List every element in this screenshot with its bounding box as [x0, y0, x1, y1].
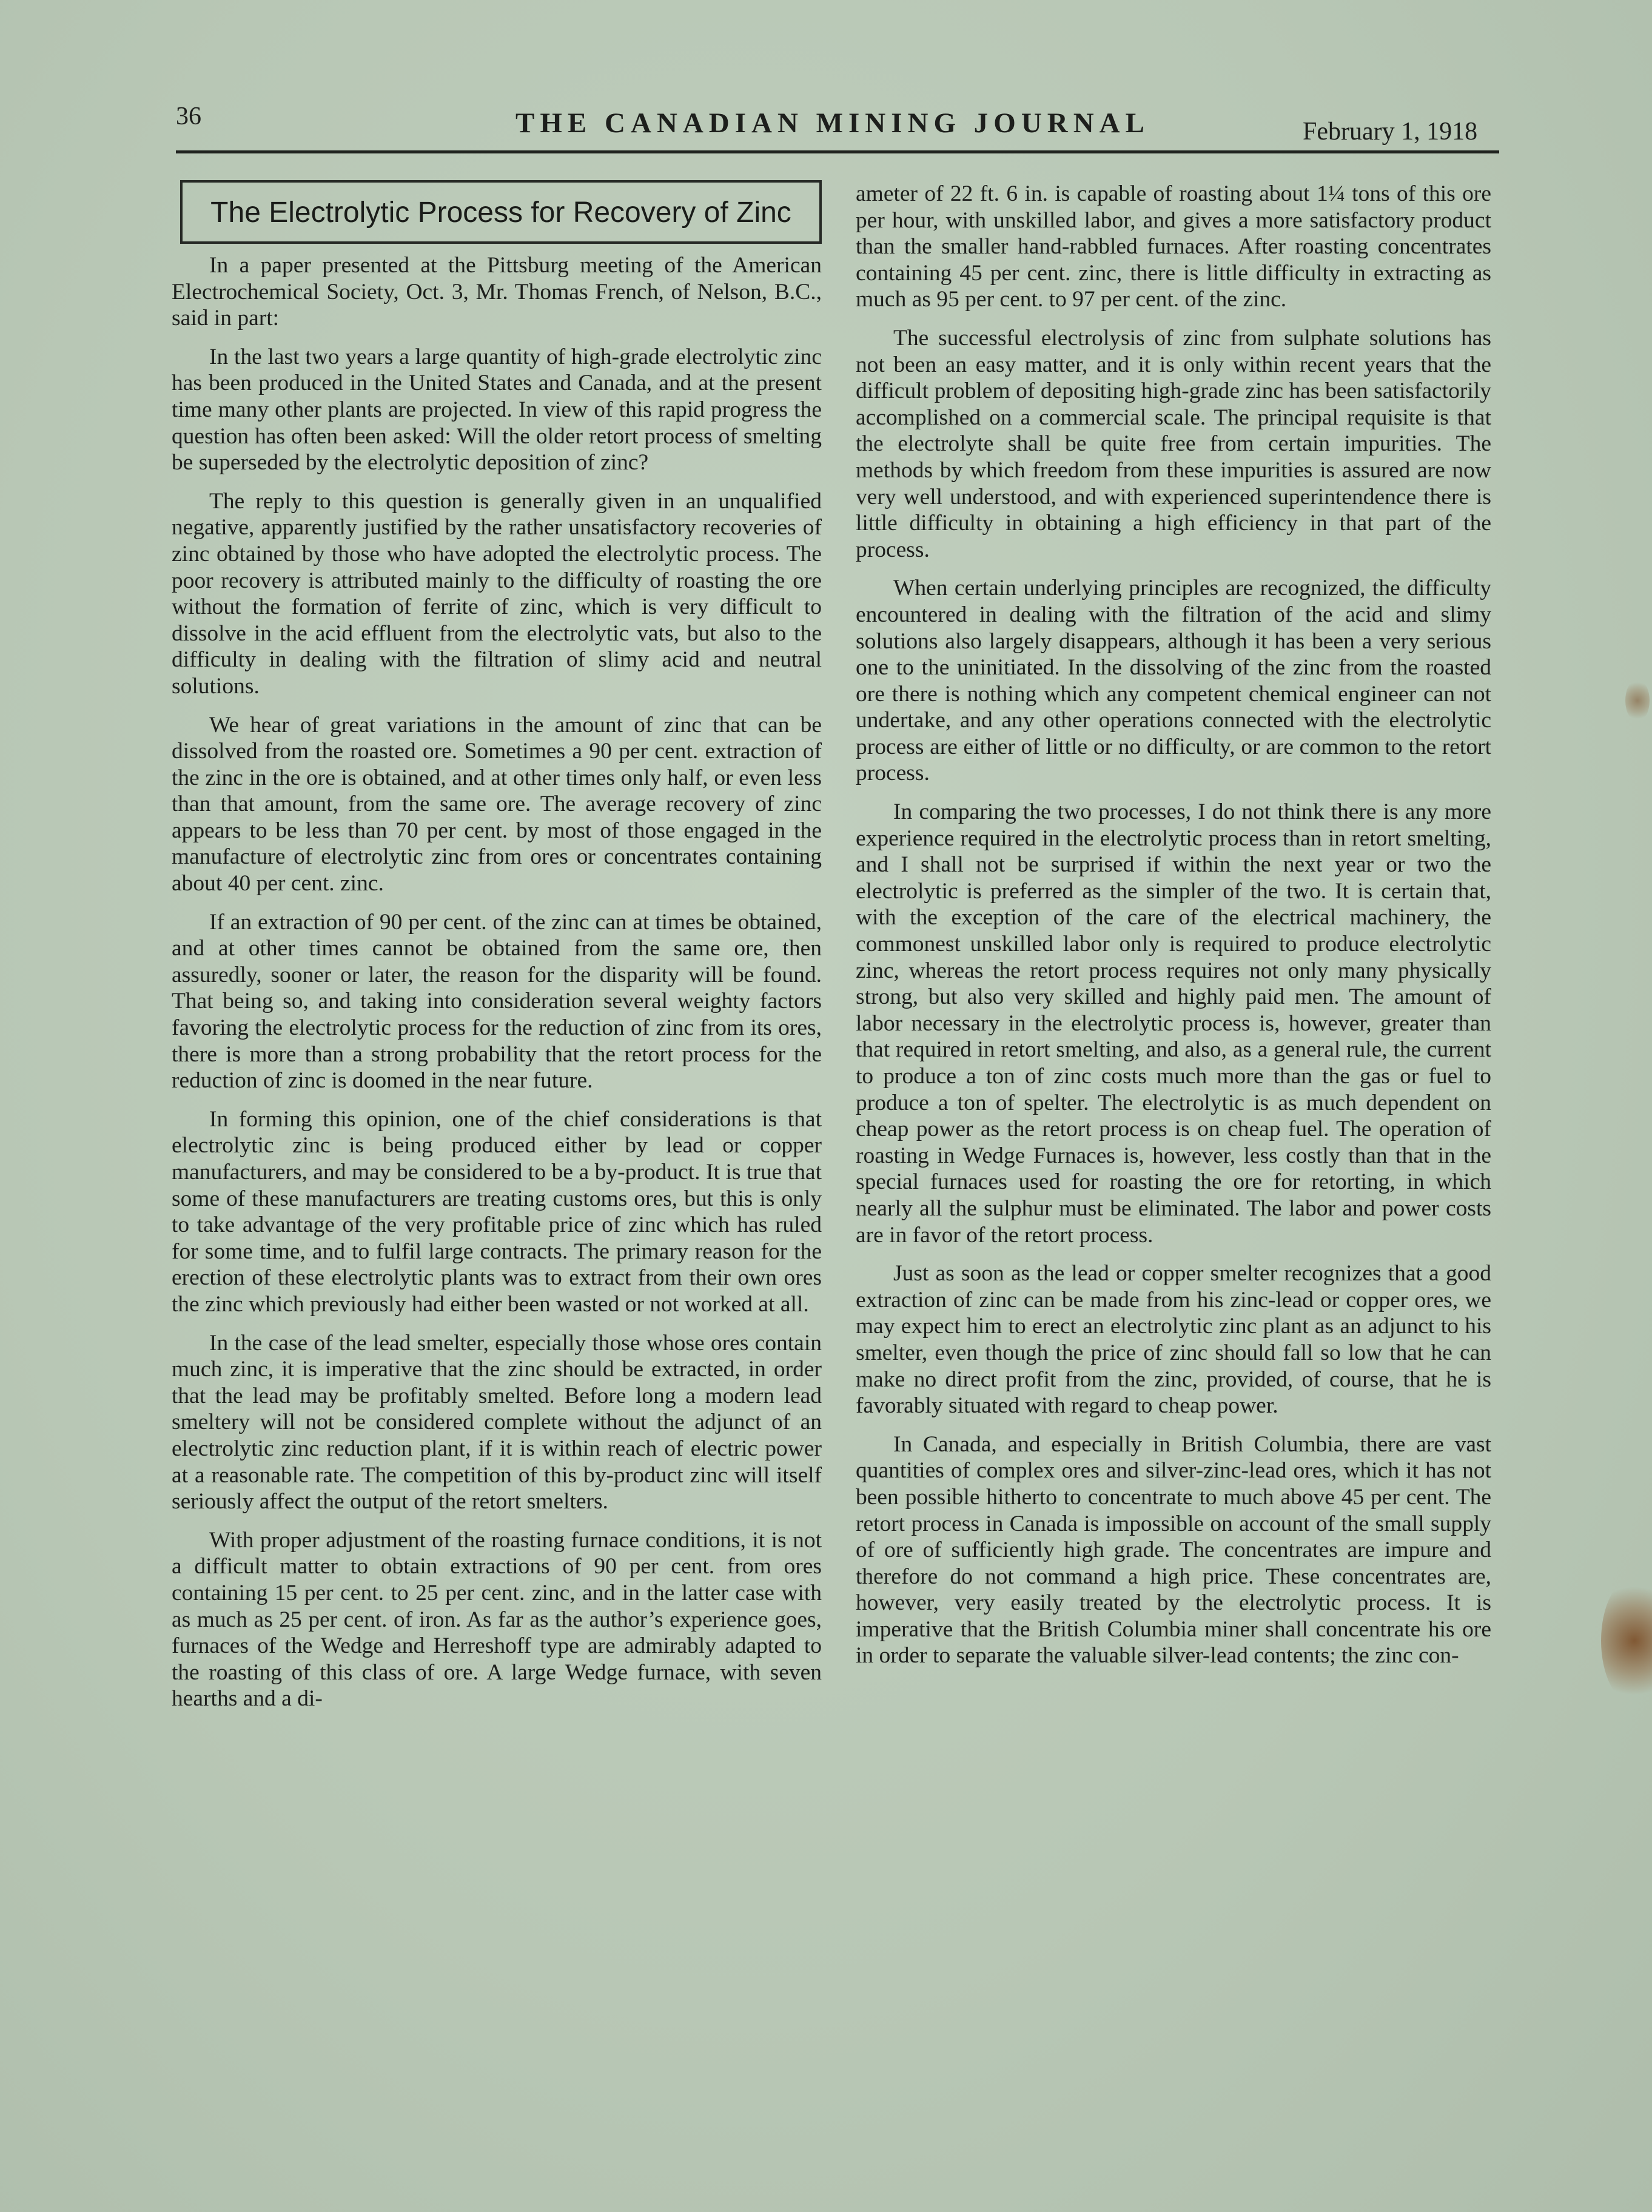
page-stain: [1625, 679, 1650, 722]
paragraph: The successful electrolysis of zinc from sulphate solutions has not been an easy matter, and it is only within recent years that the difficult problem of depositing high-grade zinc has been satisfactorily accomplished on a commercial scale. The principal requisite is that the electrolyte shall be quite free from certain impurities. The methods by which freedom from these impurities is assured are now very well understood, and with experienced superintendence there is little difficulty in obtaining a high efficiency in that part of the process.: [856, 325, 1491, 562]
article-title-box: [180, 180, 822, 244]
paragraph: The reply to this question is generally given in an unqualified negative, apparently justified by the rather unsatisfactory recoveries of zinc obtained by those who have adopted the electrolytic process. The poor recovery is attributed mainly to the difficulty of roasting the ore without the formation of ferrite of zinc, which is very difficult to dissolve in the acid effluent from the electrolytic vats, but also to the difficulty in dealing with the filtration of slimy acid and neutral solutions.: [172, 488, 822, 699]
issue-date: February 1, 1918: [1303, 118, 1478, 146]
paragraph: In the last two years a large quantity of high-grade electrolytic zinc has been produced in the United States and Canada, and at the present time many other plants are projected. In view of this rapid progress the question has often been asked: Will the older retort process of smelting be superseded by the electrolytic deposition of zinc?: [172, 344, 822, 476]
paragraph: In Canada, and especially in British Columbia, there are vast quantities of complex ores and silver-zinc-lead ores, which it has not been possible hitherto to concentrate to much above 45 per cent. The retort process in Canada is impossible on account of the small supply of ore of sufficiently high grade. The concentrates are impure and therefore do not command a high price. These concentrates are, however, very easily treated by the electrolytic process. It is imperative that the British Columbia miner shall concentrate his ore in order to separate the valuable silver-lead contents; the zinc con-: [856, 1431, 1491, 1669]
article-title: The Electrolytic Process for Recovery of Zinc: [210, 197, 791, 229]
page-header: [0, 0, 1652, 158]
paragraph: We hear of great variations in the amount of zinc that can be dissolved from the roasted ore. Sometimes a 90 per cent. extraction of the zinc in the ore is obtained, and at other times only half, or even less than that amount, from the same ore. The average recovery of zinc appears to be less than 70 per cent. by most of those engaged in the manufacture of electrolytic zinc from ores or concentrates containing about 40 per cent. zinc.: [172, 712, 822, 896]
paragraph: In a paper presented at the Pittsburg meeting of the American Electrochemical Society, Oct. 3, Mr. Thomas French, of Nelson, B.C., said in part:: [172, 253, 822, 331]
paragraph: When certain underlying principles are recognized, the difficulty encountered in dealing with the filtration of the acid and slimy solutions also largely disappears, although it has been a very serious one to the uninitiated. In the dissolving of the zinc from the roasted ore there is nothing which any competent chemical engineer can not undertake, and any other operations connected with the electrolytic process are either of little or no difficulty, or are common to the retort process.: [856, 576, 1491, 786]
paragraph: In forming this opinion, one of the chief considerations is that electrolytic zinc is being produced either by lead or copper manufacturers, and may be considered to be a by-product. It is true that some of these manufacturers are treating customs ores, but this is only to take advantage of the very profitable price of zinc which has ruled for some time, and to fulfil large contracts. The primary reason for the erection of these electrolytic plants was to extract from their own ores the zinc which previously had either been wasted or not worked at all.: [172, 1106, 822, 1317]
header-rule: [176, 150, 1499, 153]
paragraph: In the case of the lead smelter, especially those whose ores contain much zinc, it is imperative that the zinc should be extracted, in order that the lead may be profitably smelted. Before long a modern lead smeltery will not be considered complete without the adjunct of an electrolytic zinc reduction plant, if it is within reach of electric power at a reasonable rate. The competition of this by-product zinc will itself seriously affect the output of the retort smelters.: [172, 1330, 822, 1514]
paragraph: In comparing the two processes, I do not think there is any more experience required in the electrolytic process than in retort smelting, and I shall not be surprised if within the next year or two the electrolytic is preferred as the simpler of the two. It is certain that, with the exception of the care of the electrical machinery, the commonest unskilled labor only is required to produce electrolytic zinc, whereas the retort process requires not only many physically strong, but also very skilled and highly paid men. The amount of labor necessary in the electrolytic process is, however, greater than that required in retort smelting, and also, as a general rule, the current to produce a ton of zinc costs much more than the gas or fuel to produce a ton of spelter. The electrolytic is as much dependent on cheap power as the retort process is on cheap fuel. The operation of roasting in Wedge Furnaces is, however, less costly than that in the special furnaces used for roasting the ore for retorting, in which nearly all the sulphur must be eliminated. The labor and power costs are in favor of the retort process.: [856, 799, 1491, 1248]
paragraph-continued: ameter of 22 ft. 6 in. is capable of roasting about 1¼ tons of this ore per hour, with unskilled labor, and gives a more satisfactory product than the smaller hand-rabbled furnaces. After roasting concentrates containing 45 per cent. zinc, there is little difficulty in extracting as much as 95 per cent. to 97 per cent. of the zinc.: [856, 181, 1491, 312]
paragraph: With proper adjustment of the roasting furnace conditions, it is not a difficult matter to obtain extractions of 90 per cent. from ores containing 15 per cent. to 25 per cent. zinc, and in the latter case with as much as 25 per cent. of iron. As far as the author’s experience goes, furnaces of the Wedge and Herreshoff type are admirably adapted to the roasting of this class of ore. A large Wedge furnace, with seven hearths and a di-: [172, 1527, 822, 1712]
page-number: 36: [176, 103, 201, 130]
paragraph: Just as soon as the lead or copper smelter recognizes that a good extraction of zinc can be made from his zinc-lead or copper ores, we may expect him to erect an electrolytic zinc plant as an adjunct to his smelter, even though the price of zinc should fall so low that he can make no direct profit from the zinc, provided, of course, that he is favorably situated with regard to cheap power.: [856, 1261, 1491, 1419]
left-column: [172, 252, 822, 1724]
journal-title: THE CANADIAN MINING JOURNAL: [515, 107, 1150, 139]
paragraph: If an extraction of 90 per cent. of the zinc can at times be obtained, and at other times cannot be obtained from the same ore, then assuredly, sooner or later, the reason for the disparity will be found. That being so, and taking into consideration several weighty factors favoring the electrolytic process for the reduction of zinc from its ores, there is more than a strong probability that the retort process for the reduction of zinc is doomed in the near future.: [172, 909, 822, 1094]
right-column: [856, 181, 1491, 1681]
